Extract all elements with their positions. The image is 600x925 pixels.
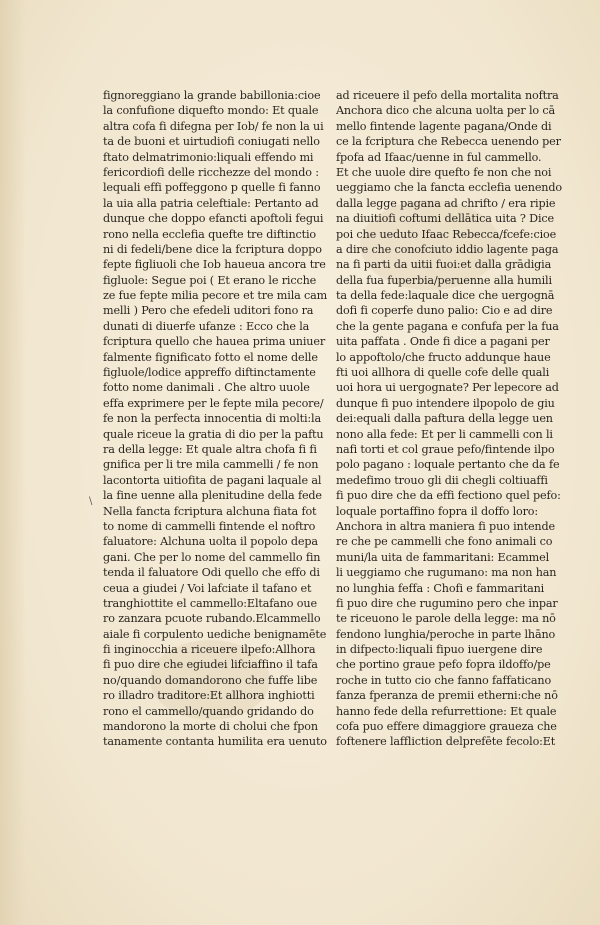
text-line: fti uoi allhora di quelle cofe delle quali [336,366,550,380]
text-line: lo appoftolo/che fructo addunque haue [336,350,551,364]
text-line: dalla legge pagana ad chrifto / era ripie [336,196,556,210]
text-line: no lunghia feffa : Chofi e fammaritani [336,581,545,595]
text-line: ro zanzara pcuote rubando.Elcammello [103,612,321,626]
text-line: nafi torti et col graue pefo/fintende ilpo [336,442,555,456]
text-line: ta della fede:laquale dice che uergognā [336,289,555,303]
text-line: lacontorta uitiofita de pagani laquale al [103,473,322,487]
left-text-column [103,88,328,750]
text-line: faluatore: Alchuna uolta il popolo depa [103,535,318,549]
text-line: na fi parti da uitii fuoi:et dalla grādigia [336,258,552,272]
text-line: na diuitiofi coftumi dellātica uita ? Dice [336,212,554,226]
text-line: ad riceuere il pefo della mortalita noftra [336,89,559,102]
text-line: fanza fperanza de premii etherni:che nō [336,689,558,703]
text-line: effa exprimere per le fepte mila pecore/ [103,396,324,410]
text-line: ce la fcriptura che Rebecca uenendo per [336,135,561,149]
text-line: tanamente contanta humilita era uenuto [103,735,327,749]
text-line: che portino graue pefo fopra ildoffo/pe [336,658,551,672]
text-line: nono alla fede: Et per li cammelli con li [336,427,553,441]
text-line: la uia alla patria celeftiale: Pertanto ad [103,196,319,210]
text-line: dunque che doppo efancti apoftoli fegui [103,212,324,226]
text-line: li ueggiamo che rugumano: ma non han [336,566,557,580]
text-line: mandorono la morte di cholui che fpon [103,720,318,734]
text-line: polo pagano : loquale pertanto che da fe [336,458,560,472]
text-line: ze fue fepte milia pecore et tre mila cam [103,289,328,303]
text-line: tranghiottite el cammello:Eltafano oue [103,596,317,610]
text-line: melli ) Pero che efedeli uditori fono ra [103,304,314,318]
text-line: Anchora dico che alcuna uolta per lo cā [336,104,556,118]
text-line: no/quando domandorono che fuffe libe [103,673,318,687]
text-line: fi inginocchia a riceuere ilpefo:Allhora [103,643,316,657]
text-line: a dire che conofciuto iddio lagente paga [336,242,559,256]
text-line: gnifica per li tre mila cammelli / fe non [103,458,319,472]
text-line: dei:equali dalla paftura della legge uen [336,412,553,426]
text-line: Et che uuole dire quefto fe non che noi [336,165,552,179]
text-line: rono nella ecclefia quefte tre diftinctio [103,227,316,241]
margin-mark: \ [89,496,93,507]
text-line: in difpecto:liquali fipuo iuergene dire [336,643,543,657]
text-line: te riceuono le parole della legge: ma nō [336,612,556,626]
text-line: Nella fancta fcriptura alchuna fiata fot [103,504,317,518]
text-line: loquale portaffino fopra il doffo loro: [336,504,538,518]
text-line: aiale fi corpulento uediche benignamēte [103,627,327,641]
page-gutter-shadow [0,0,26,925]
text-line: figluole/lodice appreffo diftinctamente [103,366,316,380]
text-line: della fua fuperbia/peruenne alla humili [336,273,552,287]
text-line: rono el cammello/quando gridando do [103,704,314,718]
text-line: ro illadro traditore:Et allhora inghiotti [103,689,315,703]
text-line: uoi hora ui uergognate? Per lepecore ad [336,381,559,395]
text-line: ftato delmatrimonio:liquali effendo mi [103,150,314,164]
text-line: re che pe cammelli che fono animali co [336,535,553,549]
text-line: ueggiamo che la fancta ecclefia uenendo [336,181,562,195]
text-line: falmente fignificato fotto el nome delle [103,350,318,364]
text-line: altra cofa fi difegna per Iob/ fe non la ui [103,119,324,133]
text-line: foftenere laffliction delprefēte fecolo:Et [336,735,556,749]
text-line: fi puo dire che egiudei lifciaffino il tafa [103,658,318,672]
text-line: fericordiofi delle ricchezze del mondo : [103,165,319,179]
text-line: ta de buoni et uirtudiofi coniugati nello [103,135,320,149]
text-line: tenda il faluatore Odi quello che effo di [103,566,320,580]
text-line: mello fintende lagente pagana/Onde di [336,119,552,133]
text-line: uita paffata . Onde fi dice a pagani per [336,335,550,349]
text-line: dunque fi puo intendere ilpopolo de giu [336,396,555,410]
text-line: che la gente pagana e confufa per la fua [336,319,559,333]
text-line: to nome di cammelli fintende el noftro [103,519,316,533]
text-line: poi che ueduto Ifaac Rebecca/fcefe:cioe [336,227,557,241]
text-line: ceua a giudei / Voi lafciate il tafano et [103,581,312,595]
text-line: dunati di diuerfe ufanze : Ecco che la [103,319,310,333]
text-line: fi puo dire che da effi fectiono quel pefo: [336,489,561,503]
text-line: gani. Che per lo nome del cammello fin [103,550,321,564]
text-line: fcriptura quello che hauea prima uniuer [103,335,326,349]
text-line: la confufione diquefto mondo: Et quale [103,104,319,118]
text-line: roche in tutto cio che fanno faffaticano [336,673,552,687]
text-line: fpofa ad Ifaac/uenne in ful cammello. [336,150,542,164]
text-line: fepte figliuoli che Iob haueua ancora tre [103,258,326,272]
text-line: hanno fede della refurrettione: Et quale [336,704,557,718]
text-line: cofa puo effere dimaggiore graueza che [336,720,557,734]
text-line: figluole: Segue poi ( Et erano le ricche [103,273,317,287]
text-line: lequali effi poffeggono p quelle fi fanno [103,181,321,195]
text-line: quale riceue la gratia di dio per la paftu [103,427,324,441]
text-line: fotto nome danimali . Che altro uuole [103,381,310,395]
text-line: muni/la uita de fammaritani: Ecammel [336,550,550,564]
text-line: fe non la perfecta innocentia di molti:la [103,412,321,426]
text-line: ra della legge: Et quale altra chofa fi fi [103,442,317,456]
text-line: fignoreggiano la grande babillonia:cioe [103,89,321,102]
text-line: Anchora in altra maniera fi puo intende [336,519,555,533]
text-line: fi puo dire che rugumino pero che inpar [336,596,558,610]
right-text-column [336,88,568,750]
text-line: ni di fedeli/bene dice la fcriptura doppo [103,242,322,256]
text-line: dofi fi coperfe duno palio: Cio e ad dire [336,304,553,318]
text-line: fendono lunghia/peroche in parte lhāno [336,627,556,641]
text-line: medefimo trouo gli dii chegli coltiuaffi [336,473,548,487]
text-line: la fine uenne alla plenitudine della fede [103,489,322,503]
